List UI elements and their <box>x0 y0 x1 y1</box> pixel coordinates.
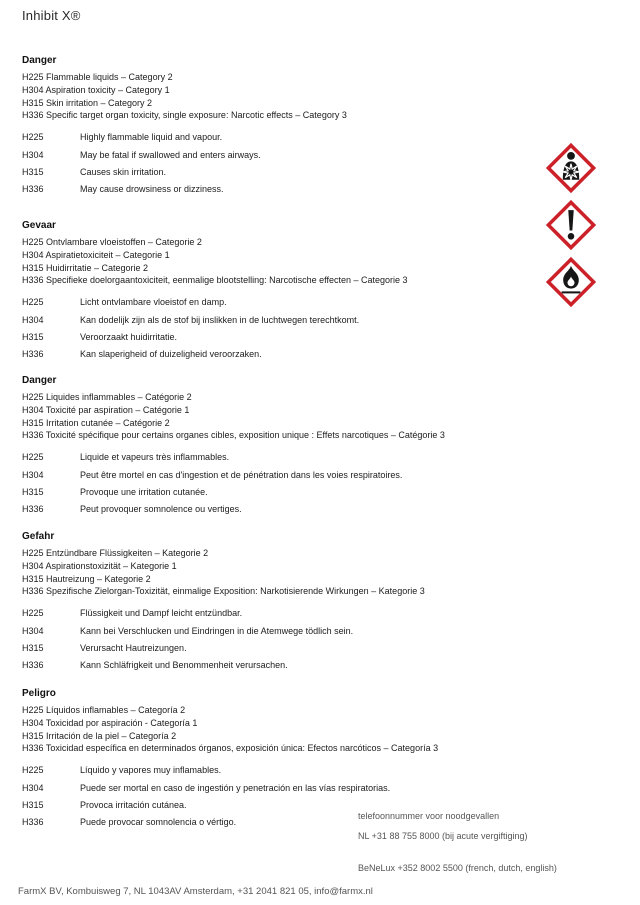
hazard-statements <box>22 129 522 199</box>
emergency-contact-block <box>358 811 557 873</box>
hazard-code: H225 <box>22 608 44 619</box>
classification-line: H304 Toxicidad por aspiración - Categoría 1 <box>22 717 198 728</box>
product-title: Inhibit X® <box>22 8 81 23</box>
hazard-statement-row <box>22 484 522 501</box>
classification-line: H315 Irritación de la piel – Categoría 2 <box>22 730 177 741</box>
classification-line: H315 Skin irritation – Category 2 <box>22 97 153 108</box>
classification-line: H304 Aspiratietoxiciteit – Categorie 1 <box>22 249 170 260</box>
hazard-statement-row <box>22 623 522 640</box>
hazard-code: H315 <box>22 332 44 342</box>
hazard-statements <box>22 294 522 364</box>
hazard-statement-row <box>22 294 522 311</box>
emergency-title: telefoonnummer voor noodgevallen <box>358 811 500 821</box>
hazard-text: Peut être mortel en cas d'ingestion et de pénétration dans les voies respiratoires. <box>80 469 403 480</box>
hazard-code: H225 <box>22 765 44 776</box>
hazard-statement-row <box>22 501 522 518</box>
hazard-code: H336 <box>22 184 44 195</box>
company-address-line: FarmX BV, Kombuisweg 7, NL 1043AV Amsterdam, +31 2041 821 05, info@farmx.nl <box>18 886 373 897</box>
hazard-text: Causes skin irritation. <box>80 167 167 177</box>
hazard-code: H336 <box>22 817 44 828</box>
hazard-text: Licht ontvlambare vloeistof en damp. <box>80 297 227 308</box>
hazard-code: H336 <box>22 660 44 671</box>
signal-word: Danger <box>22 375 57 386</box>
hazard-text: Veroorzaakt huidirritatie. <box>80 332 178 342</box>
classification-line: H304 Aspirationstoxizität – Kategorie 1 <box>22 560 177 571</box>
ghs-pictograms <box>546 143 596 307</box>
hazard-code: H225 <box>22 132 44 143</box>
hazard-statement-row <box>22 640 522 657</box>
hazard-statement-row <box>22 329 522 346</box>
signal-word: Peligro <box>22 688 56 699</box>
hazard-statement-row <box>22 346 522 363</box>
classification-line: H336 Spezifische Zielorgan-Toxizität, einmalige Exposition: Narkotisierende Wirkungen – Kategorie 3 <box>22 586 425 597</box>
hazard-code: H336 <box>22 349 44 360</box>
hazard-statement-row <box>22 312 522 329</box>
hazard-text: Verursacht Hautreizungen. <box>80 643 187 653</box>
classification-line: H336 Specific target organ toxicity, single exposure: Narcotic effects – Category 3 <box>22 110 347 121</box>
hazard-code: H304 <box>22 469 44 480</box>
hazard-code: H225 <box>22 297 44 308</box>
hazard-text: May be fatal if swallowed and enters airways. <box>80 149 261 160</box>
hazard-statement-row <box>22 762 522 779</box>
signal-word: Gefahr <box>22 531 55 542</box>
hazard-text: Kann Schläfrigkeit und Benommenheit verursachen. <box>80 660 288 671</box>
hazard-code: H304 <box>22 782 44 793</box>
hazard-code: H304 <box>22 625 44 636</box>
classification-line: H304 Toxicité par aspiration – Catégorie 1 <box>22 404 190 415</box>
hazard-text: Puede ser mortal en caso de ingestión y penetración en las vías respiratorias. <box>80 782 391 793</box>
emergency-phone-benelux: BeNeLux +352 8002 5500 (french, dutch, english) <box>358 863 557 873</box>
classification-line: H225 Entzündbare Flüssigkeiten – Kategorie 2 <box>22 548 209 558</box>
hazard-section-french <box>22 375 522 519</box>
hazard-code: H336 <box>22 504 44 515</box>
classification-line: H315 Hautreizung – Kategorie 2 <box>22 573 151 584</box>
hazard-code: H304 <box>22 314 44 325</box>
classification-line: H225 Liquides inflammables – Catégorie 2 <box>22 392 192 402</box>
classification-line: H315 Irritation cutanée – Catégorie 2 <box>22 417 170 428</box>
classification-line: H304 Aspiration toxicity – Category 1 <box>22 84 170 95</box>
hazard-statement-row <box>22 129 522 146</box>
hazard-statement-row <box>22 467 522 484</box>
hazard-section-dutch <box>22 220 522 364</box>
emergency-phone-nl: NL +31 88 755 8000 (bij acute vergiftiging) <box>358 831 528 841</box>
hazard-text: Provoque une irritation cutanée. <box>80 487 208 497</box>
classification-line: H315 Huidirritatie – Categorie 2 <box>22 262 149 273</box>
exclamation-mark-icon <box>546 200 596 250</box>
hazard-text: Puede provocar somnolencia o vértigo. <box>80 817 237 828</box>
hazard-section-english <box>22 55 522 199</box>
hazard-statement-row <box>22 780 522 797</box>
hazard-statements <box>22 449 522 519</box>
hazard-text: Kann bei Verschlucken und Eindringen in die Atemwege tödlich sein. <box>80 625 354 636</box>
hazard-statement-row <box>22 449 522 466</box>
classification-line: H225 Flammable liquids – Category 2 <box>22 72 173 82</box>
hazard-text: Liquide et vapeurs très inflammables. <box>80 452 230 463</box>
classification-line: H225 Ontvlambare vloeistoffen – Categorie 2 <box>22 237 202 247</box>
classification-line: H336 Toxicité spécifique pour certains organes cibles, exposition unique : Effets narcotiques – Catégorie 3 <box>22 430 445 441</box>
hazard-text: May cause drowsiness or dizziness. <box>80 184 224 195</box>
classification-line: H336 Toxicidad específica en determinados órganos, exposición única: Efectos narcóticos – Categoría 3 <box>22 743 439 754</box>
health-hazard-icon <box>546 143 596 193</box>
hazard-text: Flüssigkeit und Dampf leicht entzündbar. <box>80 608 243 619</box>
signal-word: Danger <box>22 55 57 66</box>
flame-icon <box>546 257 596 307</box>
hazard-code: H304 <box>22 149 44 160</box>
hazard-code: H315 <box>22 643 44 653</box>
hazard-code: H315 <box>22 167 44 177</box>
hazard-statement-row <box>22 605 522 622</box>
hazard-code: H315 <box>22 487 44 497</box>
hazard-text: Kan slaperigheid of duizeligheid veroorzaken. <box>80 349 262 360</box>
hazard-statement-row <box>22 164 522 181</box>
hazard-statement-row <box>22 181 522 198</box>
hazard-statement-row <box>22 657 522 674</box>
hazard-text: Provoca irritación cutánea. <box>80 800 187 810</box>
classification-line: H336 Specifieke doelorgaantoxiciteit, eenmalige blootstelling: Narcotische effecten – Categorie 3 <box>22 275 408 286</box>
hazard-text: Líquido y vapores muy inflamables. <box>80 765 222 776</box>
hazard-text: Kan dodelijk zijn als de stof bij inslikken in de luchtwegen terechtkomt. <box>80 314 360 325</box>
hazard-text: Highly flammable liquid and vapour. <box>80 132 223 143</box>
hazard-statements <box>22 605 522 675</box>
classification-line: H225 Líquidos inflamables – Categoría 2 <box>22 705 186 715</box>
hazard-section-german <box>22 531 522 675</box>
hazard-code: H225 <box>22 452 44 463</box>
hazard-text: Peut provoquer somnolence ou vertiges. <box>80 504 242 515</box>
hazard-statement-row <box>22 147 522 164</box>
signal-word: Gevaar <box>22 220 56 231</box>
hazard-code: H315 <box>22 800 44 810</box>
